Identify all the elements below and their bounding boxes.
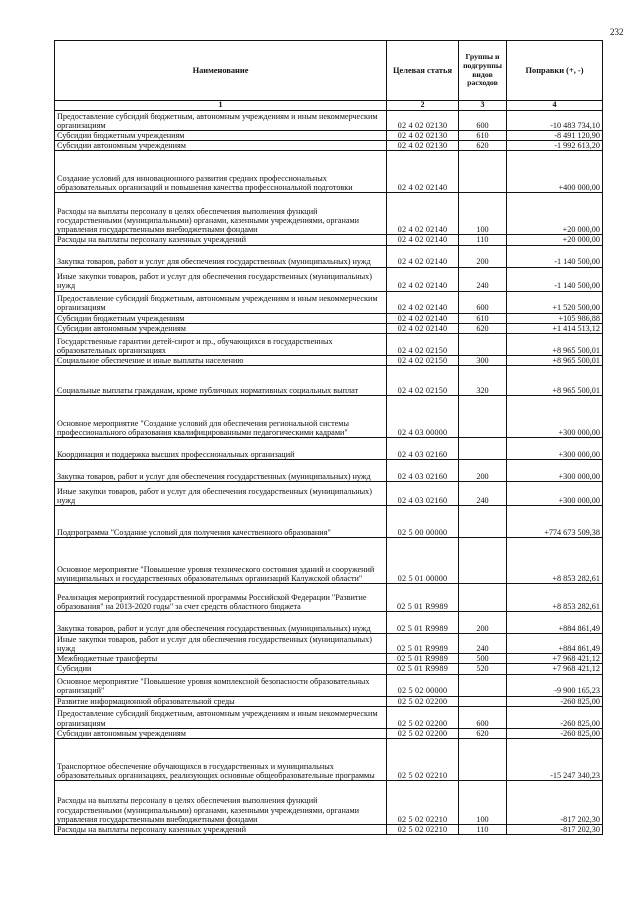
row-amendment-amount: -817 202,30: [507, 824, 603, 834]
row-name: Закупка товаров, работ и услуг для обеспечения государственных (муниципальных) нужд: [55, 612, 387, 634]
column-index-row: [55, 101, 603, 111]
row-target-article: 02 4 02 02130: [387, 131, 459, 141]
table-row: [55, 313, 603, 323]
row-expense-group: 240: [459, 267, 507, 291]
table-row: [55, 438, 603, 460]
row-expense-group: 600: [459, 111, 507, 131]
row-name: Транспортное обеспечение обучающихся в государственных и муниципальных образовательных организациях, реализующих основные общеобразовательные программы: [55, 738, 387, 780]
row-name: Субсидии автономным учреждениям: [55, 728, 387, 738]
row-amendment-amount: +300 000,00: [507, 482, 603, 506]
row-name: Социальное обеспечение и иные выплаты населению: [55, 355, 387, 365]
row-target-article: 02 5 02 02210: [387, 824, 459, 834]
row-expense-group: 620: [459, 323, 507, 333]
row-name: Координация и поддержка высших профессиональных организаций: [55, 438, 387, 460]
row-amendment-amount: +300 000,00: [507, 460, 603, 482]
table-row: [55, 151, 603, 193]
row-target-article: 02 5 01 00000: [387, 538, 459, 584]
row-amendment-amount: -1 992 613,20: [507, 141, 603, 151]
row-name: Развитие информационной образовательной среды: [55, 696, 387, 706]
table-row: [55, 482, 603, 506]
table-row: [55, 366, 603, 396]
row-amendment-amount: +8 965 500,01: [507, 355, 603, 365]
row-amendment-amount: -15 247 340,23: [507, 738, 603, 780]
table-row: [55, 333, 603, 355]
header-target-article: Целевая статья: [387, 41, 459, 101]
row-expense-group: [459, 333, 507, 355]
table-row: [55, 634, 603, 654]
row-name: Расходы на выплаты персоналу в целях обеспечения выполнения функций государственными (муниципальными) органами, казенными учреждениями, органами управления государственными внебюджетными фондами: [55, 193, 387, 235]
row-target-article: 02 5 02 02200: [387, 728, 459, 738]
row-name: Основное мероприятие "Повышение уровня комплексной безопасности образовательных организаций": [55, 674, 387, 696]
row-name: Субсидии бюджетным учреждениям: [55, 313, 387, 323]
row-amendment-amount: +884 861,49: [507, 612, 603, 634]
table-row: [55, 538, 603, 584]
row-target-article: 02 4 02 02150: [387, 355, 459, 365]
row-expense-group: 240: [459, 482, 507, 506]
row-expense-group: 610: [459, 131, 507, 141]
row-expense-group: 110: [459, 824, 507, 834]
row-target-article: 02 4 02 02140: [387, 291, 459, 313]
row-amendment-amount: +884 861,49: [507, 634, 603, 654]
row-name: Социальные выплаты гражданам, кроме публичных нормативных социальных выплат: [55, 366, 387, 396]
row-target-article: 02 4 02 02140: [387, 151, 459, 193]
table-row: [55, 267, 603, 291]
row-target-article: 02 4 03 02160: [387, 438, 459, 460]
row-expense-group: 600: [459, 291, 507, 313]
table-row: [55, 355, 603, 365]
table-row: [55, 193, 603, 235]
table-row: [55, 654, 603, 664]
row-expense-group: [459, 396, 507, 438]
row-name: Расходы на выплаты персоналу казенных учреждений: [55, 235, 387, 245]
row-amendment-amount: +8 853 282,61: [507, 538, 603, 584]
row-amendment-amount: +105 986,88: [507, 313, 603, 323]
row-expense-group: 100: [459, 193, 507, 235]
row-amendment-amount: +8 853 282,61: [507, 584, 603, 612]
table-row: [55, 584, 603, 612]
row-target-article: 02 5 01 R9989: [387, 664, 459, 674]
row-target-article: 02 4 02 02140: [387, 235, 459, 245]
table-row: [55, 674, 603, 696]
row-amendment-amount: +20 000,00: [507, 235, 603, 245]
row-amendment-amount: +7 968 421,12: [507, 664, 603, 674]
row-expense-group: [459, 538, 507, 584]
row-target-article: 02 4 02 02140: [387, 323, 459, 333]
row-target-article: 02 4 03 02160: [387, 482, 459, 506]
row-name: Основное мероприятие "Создание условий для обеспечения региональной системы профессионального образования квалифицированными педагогическими кадрами": [55, 396, 387, 438]
table-row: [55, 824, 603, 834]
row-amendment-amount: -8 491 120,90: [507, 131, 603, 141]
row-target-article: 02 5 02 02200: [387, 696, 459, 706]
row-name: Межбюджетные трансферты: [55, 654, 387, 664]
row-amendment-amount: -260 825,00: [507, 706, 603, 728]
row-amendment-amount: -260 825,00: [507, 728, 603, 738]
row-expense-group: [459, 674, 507, 696]
row-amendment-amount: +400 000,00: [507, 151, 603, 193]
row-expense-group: 620: [459, 728, 507, 738]
header-name: Наименование: [55, 41, 387, 101]
table-row: [55, 738, 603, 780]
column-index: 4: [507, 101, 603, 111]
row-amendment-amount: +8 965 500,01: [507, 333, 603, 355]
row-target-article: 02 5 02 02210: [387, 738, 459, 780]
row-target-article: 02 4 02 02130: [387, 141, 459, 151]
row-expense-group: [459, 584, 507, 612]
row-name: Расходы на выплаты персоналу казенных учреждений: [55, 824, 387, 834]
row-name: Субсидии автономным учреждениям: [55, 141, 387, 151]
row-target-article: 02 4 02 02140: [387, 313, 459, 323]
row-expense-group: 500: [459, 654, 507, 664]
row-target-article: 02 5 01 R9989: [387, 634, 459, 654]
row-expense-group: 200: [459, 245, 507, 267]
row-name: Субсидии бюджетным учреждениям: [55, 131, 387, 141]
row-name: Закупка товаров, работ и услуг для обеспечения государственных (муниципальных) нужд: [55, 460, 387, 482]
row-amendment-amount: -10 483 734,10: [507, 111, 603, 131]
row-name: Иные закупки товаров, работ и услуг для обеспечения государственных (муниципальных) нужд: [55, 482, 387, 506]
header-amendments: Поправки (+, -): [507, 41, 603, 101]
table-row: [55, 664, 603, 674]
table-row: [55, 780, 603, 824]
column-index: 2: [387, 101, 459, 111]
row-target-article: 02 5 01 R9989: [387, 584, 459, 612]
row-name: Закупка товаров, работ и услуг для обеспечения государственных (муниципальных) нужд: [55, 245, 387, 267]
row-name: Создание условий для инновационного развития средних профессиональных образовательных организаций и повышения качества профессиональной подготовки: [55, 151, 387, 193]
row-amendment-amount: +774 673 509,38: [507, 506, 603, 538]
row-name: Предоставление субсидий бюджетным, автономным учреждениям и иным некоммерческим организациям: [55, 111, 387, 131]
row-expense-group: [459, 696, 507, 706]
row-expense-group: [459, 738, 507, 780]
row-name: Основное мероприятие "Повышение уровня технического состояния зданий и сооружений муниципальных и государственных образовательных организаций Калужской области": [55, 538, 387, 584]
table-row: [55, 696, 603, 706]
column-index: 3: [459, 101, 507, 111]
row-expense-group: 100: [459, 780, 507, 824]
row-target-article: 02 4 03 00000: [387, 396, 459, 438]
table-row: [55, 141, 603, 151]
row-target-article: 02 5 02 00000: [387, 674, 459, 696]
row-expense-group: 620: [459, 141, 507, 151]
row-expense-group: [459, 438, 507, 460]
row-name: Предоставление субсидий бюджетным, автономным учреждениям и иным некоммерческим организациям: [55, 291, 387, 313]
row-name: Государственные гарантии детей-сирот и пр., обучающихся в государственных образовательных организациях: [55, 333, 387, 355]
page-number: 232: [610, 27, 624, 37]
row-expense-group: 110: [459, 235, 507, 245]
row-target-article: 02 5 02 02210: [387, 780, 459, 824]
row-target-article: 02 5 00 00000: [387, 506, 459, 538]
row-amendment-amount: +300 000,00: [507, 396, 603, 438]
row-name: Подпрограмма "Создание условий для получения качественного образования": [55, 506, 387, 538]
row-target-article: 02 5 01 R9989: [387, 612, 459, 634]
row-name: Предоставление субсидий бюджетным, автономным учреждениям и иным некоммерческим организациям: [55, 706, 387, 728]
row-amendment-amount: -1 140 500,00: [507, 267, 603, 291]
row-name: Иные закупки товаров, работ и услуг для обеспечения государственных (муниципальных) нужд: [55, 634, 387, 654]
row-name: Иные закупки товаров, работ и услуг для обеспечения государственных (муниципальных) нужд: [55, 267, 387, 291]
row-name: Расходы на выплаты персоналу в целях обеспечения выполнения функций государственными (муниципальными) органами, казенными учреждениями, органами управления государственными внебюджетными фондами: [55, 780, 387, 824]
budget-amendments-table: [54, 40, 603, 835]
row-target-article: 02 4 03 02160: [387, 460, 459, 482]
table-row: [55, 245, 603, 267]
table-row: [55, 235, 603, 245]
row-target-article: 02 5 02 02200: [387, 706, 459, 728]
row-target-article: 02 5 01 R9989: [387, 654, 459, 664]
row-target-article: 02 4 02 02150: [387, 366, 459, 396]
row-expense-group: 520: [459, 664, 507, 674]
row-target-article: 02 4 02 02140: [387, 245, 459, 267]
table-row: [55, 323, 603, 333]
row-expense-group: 200: [459, 460, 507, 482]
table-row: [55, 728, 603, 738]
header-row: [55, 41, 603, 101]
row-amendment-amount: +20 000,00: [507, 193, 603, 235]
row-expense-group: [459, 151, 507, 193]
table-row: [55, 396, 603, 438]
row-amendment-amount: -260 825,00: [507, 696, 603, 706]
row-amendment-amount: -817 202,30: [507, 780, 603, 824]
table-row: [55, 131, 603, 141]
table-row: [55, 460, 603, 482]
row-amendment-amount: -1 140 500,00: [507, 245, 603, 267]
table-row: [55, 506, 603, 538]
table-body: [55, 111, 603, 835]
row-amendment-amount: +1 520 500,00: [507, 291, 603, 313]
row-amendment-amount: -9 900 165,23: [507, 674, 603, 696]
row-expense-group: 200: [459, 612, 507, 634]
table-row: [55, 291, 603, 313]
row-amendment-amount: +8 965 500,01: [507, 366, 603, 396]
row-target-article: 02 4 02 02150: [387, 333, 459, 355]
row-name: Реализация мероприятий государственной программы Российской Федерации "Развитие образования" на 2013-2020 годы" за счет средств областного бюджета: [55, 584, 387, 612]
header-expense-groups: Группы и подгруппы видов расходов: [459, 41, 507, 101]
table-row: [55, 111, 603, 131]
column-index: 1: [55, 101, 387, 111]
row-target-article: 02 4 02 02140: [387, 267, 459, 291]
row-name: Субсидии автономным учреждениям: [55, 323, 387, 333]
row-amendment-amount: +300 000,00: [507, 438, 603, 460]
row-expense-group: 600: [459, 706, 507, 728]
row-target-article: 02 4 02 02130: [387, 111, 459, 131]
row-target-article: 02 4 02 02140: [387, 193, 459, 235]
row-expense-group: 300: [459, 355, 507, 365]
row-expense-group: 320: [459, 366, 507, 396]
table-row: [55, 612, 603, 634]
row-expense-group: [459, 506, 507, 538]
row-expense-group: 240: [459, 634, 507, 654]
row-amendment-amount: +7 968 421,12: [507, 654, 603, 664]
row-amendment-amount: +1 414 513,12: [507, 323, 603, 333]
row-name: Субсидии: [55, 664, 387, 674]
table-row: [55, 706, 603, 728]
row-expense-group: 610: [459, 313, 507, 323]
